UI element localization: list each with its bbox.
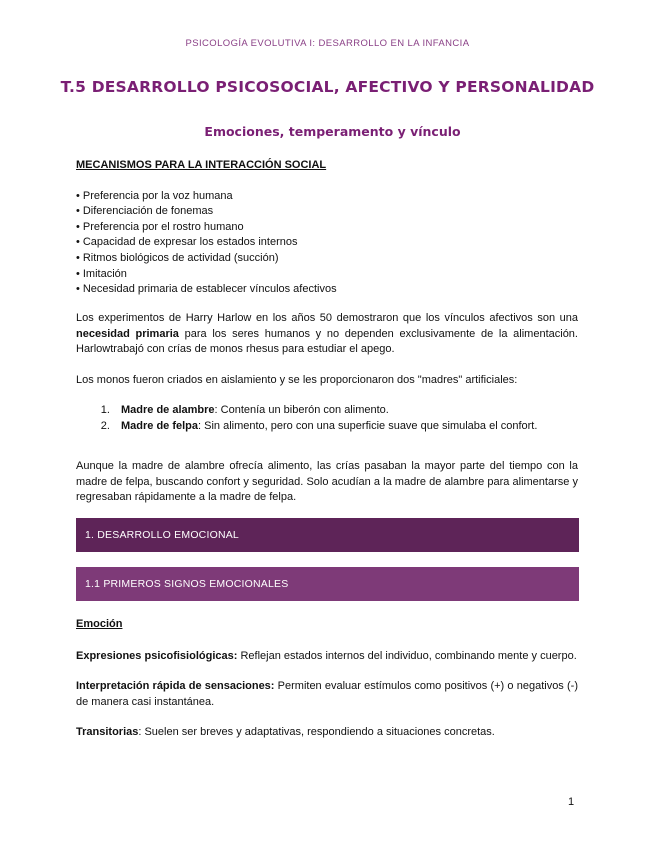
document-title: T.5 DESARROLLO PSICOSOCIAL, AFECTIVO Y PERSONALIDAD (60, 78, 595, 96)
mother-description: : Sin alimento, pero con una superficie suave que simulaba el confort. (198, 419, 538, 432)
running-header: PSICOLOGÍA EVOLUTIVA I: DESARROLLO EN LA INFANCIA (185, 38, 470, 49)
harlow-paragraph-2: Los monos fueron criados en aislamiento y se les proporcionaron dos "madres" artificiales: (76, 373, 518, 386)
list-item: • Ritmos biológicos de actividad (succión) (76, 251, 578, 267)
mother-name: Madre de felpa (121, 419, 199, 432)
emotion-definition (76, 649, 578, 665)
list-item: • Diferenciación de fonemas (76, 204, 578, 220)
definition-text: Reflejan estados internos del individuo, combinando mente y cuerpo. (237, 649, 577, 662)
list-item (113, 403, 578, 419)
section-heading-1: 1. DESARROLLO EMOCIONAL (76, 518, 579, 552)
definition-term: Interpretación rápida de sensaciones: (76, 680, 275, 693)
section-heading-1-1: 1.1 PRIMEROS SIGNOS EMOCIONALES (76, 567, 579, 601)
mechanisms-section (76, 158, 578, 298)
list-item: • Imitación (76, 267, 578, 283)
definition-term: Expresiones psicofisiológicas: (76, 649, 238, 662)
list-item: • Preferencia por el rostro humano (76, 220, 578, 236)
harlow-paragraph-1 (76, 311, 578, 358)
list-item: • Necesidad primaria de establecer vínculos afectivos (76, 282, 578, 298)
harlow-paragraph-3: Aunque la madre de alambre ofrecía alimento, las crías pasaban la mayor parte del tiempo con la madre de felpa, buscando confort y seguridad. Solo acudían a la madre de alambre para alimentarse y regresaban rápidamente a la madre de felpa. (76, 460, 578, 504)
mother-name: Madre de alambre (121, 404, 215, 417)
emotion-definition (76, 725, 578, 741)
document-subtitle: Emociones, temperamento y vínculo (204, 124, 461, 139)
list-item: • Preferencia por la voz humana (76, 189, 578, 205)
mechanisms-heading: MECANISMOS PARA LA INTERACCIÓN SOCIAL (76, 159, 327, 171)
mothers-list (76, 403, 578, 434)
harlow-section (76, 311, 578, 435)
emotion-section (76, 617, 578, 741)
definition-term: Transitorias (76, 726, 139, 739)
list-item (113, 419, 578, 435)
definition-text: : Suelen ser breves y adaptativas, respondiendo a situaciones concretas. (138, 726, 495, 739)
mother-description: : Contenía un biberón con alimento. (214, 404, 389, 417)
page-number: 1 (568, 796, 575, 808)
emotion-heading: Emoción (76, 618, 123, 630)
mechanisms-list (76, 189, 578, 298)
harlow-conclusion (76, 459, 578, 506)
emotion-definition (76, 679, 578, 710)
harlow-p1-bold: necesidad primaria (76, 327, 179, 340)
list-item: • Capacidad de expresar los estados internos (76, 235, 578, 251)
definition-text: Permiten evaluar estímulos como positivos (+) o negativos (-) de manera casi instantánea. (76, 680, 578, 708)
harlow-p1-end: para los seres humanos y no dependen exclusivamente de la alimentación. Harlowtrabajó con crías de monos rhesus para estudiar el apego. (76, 327, 578, 356)
harlow-p1-start: Los experimentos de Harry Harlow en los años 50 demostraron que los vínculos afectivos son una (76, 312, 578, 324)
